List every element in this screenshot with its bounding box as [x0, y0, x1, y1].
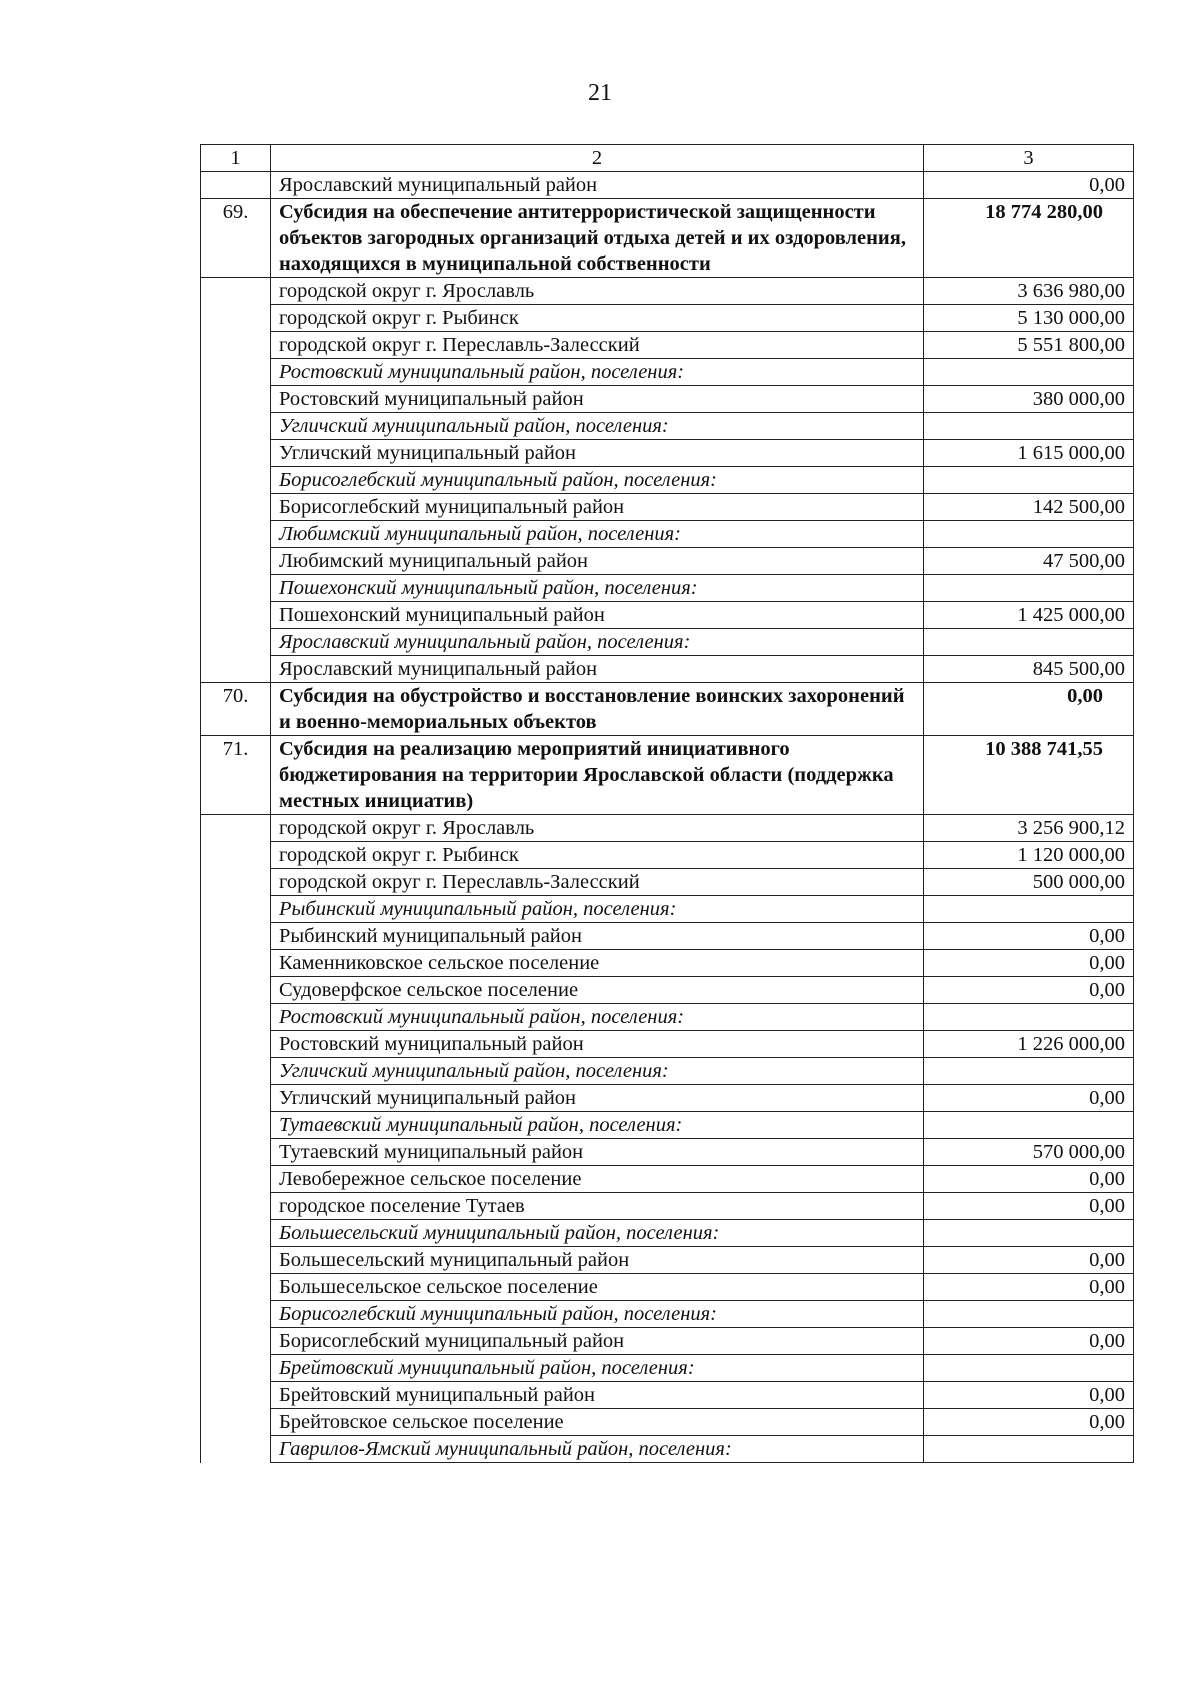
row-number-cell: [201, 602, 271, 629]
row-amount-cell: 3 636 980,00: [924, 278, 1134, 305]
row-amount-cell: [924, 1004, 1134, 1031]
subsidy-title-row: [201, 199, 1134, 278]
row-number-cell: 70.: [201, 683, 271, 736]
table-row: [201, 1247, 1134, 1274]
table-row: [201, 1409, 1134, 1436]
row-number-cell: [201, 656, 271, 683]
table-row: [201, 305, 1134, 332]
row-name-cell: Угличский муниципальный район: [271, 1085, 924, 1112]
row-number-cell: [201, 359, 271, 386]
row-name-cell: Тутаевский муниципальный район, поселения:: [271, 1112, 924, 1139]
table-row: [201, 656, 1134, 683]
row-name-cell: городской округ г. Ярославль: [271, 278, 924, 305]
row-amount-cell: 1 120 000,00: [924, 842, 1134, 869]
row-name-cell: Угличский муниципальный район: [271, 440, 924, 467]
row-number-cell: [201, 1031, 271, 1058]
header-col-2: 2: [271, 145, 924, 172]
row-amount-cell: 142 500,00: [924, 494, 1134, 521]
row-name-cell: Каменниковское сельское поселение: [271, 950, 924, 977]
row-amount-cell: 5 551 800,00: [924, 332, 1134, 359]
row-number-cell: [201, 1112, 271, 1139]
table-row: [201, 1193, 1134, 1220]
row-name-cell: Ярославский муниципальный район, поселения:: [271, 629, 924, 656]
row-amount-cell: 0,00: [924, 1085, 1134, 1112]
row-amount-cell: 1 425 000,00: [924, 602, 1134, 629]
row-number-cell: 69.: [201, 199, 271, 278]
row-number-cell: [201, 1058, 271, 1085]
row-name-cell: городской округ г. Рыбинск: [271, 305, 924, 332]
row-amount-cell: 5 130 000,00: [924, 305, 1134, 332]
row-amount-cell: 0,00: [924, 1247, 1134, 1274]
row-name-cell: Субсидия на реализацию мероприятий инициативного бюджетирования на территории Ярославской области (поддержка местных инициатив): [271, 736, 924, 815]
row-amount-cell: [924, 896, 1134, 923]
table-row: [201, 977, 1134, 1004]
row-number-cell: [201, 869, 271, 896]
row-amount-cell: 0,00: [924, 950, 1134, 977]
row-number-cell: [201, 923, 271, 950]
budget-table-body: [201, 145, 1134, 1463]
row-name-cell: Борисоглебский муниципальный район, поселения:: [271, 467, 924, 494]
row-amount-cell: 0,00: [924, 977, 1134, 1004]
row-amount-cell: 47 500,00: [924, 548, 1134, 575]
row-name-cell: Судоверфское сельское поселение: [271, 977, 924, 1004]
table-row: [201, 602, 1134, 629]
table-row: [201, 1328, 1134, 1355]
row-number-cell: [201, 1193, 271, 1220]
table-row: [201, 172, 1134, 199]
district-subheading-row: [201, 413, 1134, 440]
row-name-cell: Пошехонский муниципальный район: [271, 602, 924, 629]
row-amount-cell: 0,00: [924, 1409, 1134, 1436]
district-subheading-row: [201, 1436, 1134, 1463]
row-name-cell: городской округ г. Рыбинск: [271, 842, 924, 869]
row-amount-cell: 0,00: [924, 1193, 1134, 1220]
row-name-cell: Большесельское сельское поселение: [271, 1274, 924, 1301]
row-number-cell: [201, 1301, 271, 1328]
row-amount-cell: 0,00: [924, 923, 1134, 950]
table-row: [201, 1085, 1134, 1112]
row-number-cell: [201, 629, 271, 656]
row-amount-cell: [924, 1058, 1134, 1085]
row-name-cell: Ростовский муниципальный район, поселения:: [271, 1004, 924, 1031]
table-row: [201, 1166, 1134, 1193]
table-row: [201, 332, 1134, 359]
row-number-cell: [201, 1247, 271, 1274]
row-amount-cell: 0,00: [924, 1382, 1134, 1409]
row-name-cell: Гаврилов-Ямский муниципальный район, поселения:: [271, 1436, 924, 1463]
row-number-cell: [201, 575, 271, 602]
row-number-cell: [201, 1274, 271, 1301]
row-amount-cell: 380 000,00: [924, 386, 1134, 413]
budget-table: [200, 144, 1134, 1463]
row-number-cell: [201, 950, 271, 977]
table-row: [201, 1274, 1134, 1301]
row-amount-cell: [924, 1301, 1134, 1328]
row-name-cell: Большесельский муниципальный район: [271, 1247, 924, 1274]
district-subheading-row: [201, 575, 1134, 602]
row-amount-cell: [924, 1436, 1134, 1463]
district-subheading-row: [201, 1220, 1134, 1247]
row-amount-cell: [924, 1355, 1134, 1382]
row-amount-cell: [924, 629, 1134, 656]
row-name-cell: Рыбинский муниципальный район: [271, 923, 924, 950]
table-row: [201, 494, 1134, 521]
row-amount-cell: [924, 521, 1134, 548]
subsidy-title-row: [201, 736, 1134, 815]
row-name-cell: Ростовский муниципальный район, поселения:: [271, 359, 924, 386]
row-name-cell: Ростовский муниципальный район: [271, 1031, 924, 1058]
row-number-cell: 71.: [201, 736, 271, 815]
row-number-cell: [201, 386, 271, 413]
row-amount-cell: 1 226 000,00: [924, 1031, 1134, 1058]
district-subheading-row: [201, 359, 1134, 386]
table-row: [201, 548, 1134, 575]
row-number-cell: [201, 1382, 271, 1409]
row-name-cell: городской округ г. Переславль-Залесский: [271, 332, 924, 359]
row-amount-cell: [924, 1112, 1134, 1139]
table-row: [201, 815, 1134, 842]
row-amount-cell: 0,00: [924, 1166, 1134, 1193]
table-row: [201, 869, 1134, 896]
row-name-cell: Угличский муниципальный район, поселения:: [271, 1058, 924, 1085]
row-number-cell: [201, 1436, 271, 1463]
row-number-cell: [201, 977, 271, 1004]
table-row: [201, 1031, 1134, 1058]
table-row: [201, 923, 1134, 950]
row-name-cell: Любимский муниципальный район, поселения:: [271, 521, 924, 548]
header-col-3: 3: [924, 145, 1134, 172]
row-name-cell: Левобережное сельское поселение: [271, 1166, 924, 1193]
row-name-cell: Тутаевский муниципальный район: [271, 1139, 924, 1166]
row-name-cell: Субсидия на обеспечение антитеррористической защищенности объектов загородных организаций отдыха детей и их оздоровления, находящихся в муниципальной собственности: [271, 199, 924, 278]
table-header-row: [201, 145, 1134, 172]
page-number: 21: [588, 80, 612, 106]
row-name-cell: городское поселение Тутаев: [271, 1193, 924, 1220]
district-subheading-row: [201, 1112, 1134, 1139]
row-name-cell: Рыбинский муниципальный район, поселения:: [271, 896, 924, 923]
row-amount-cell: 500 000,00: [924, 869, 1134, 896]
subsidy-title-row: [201, 683, 1134, 736]
row-number-cell: [201, 815, 271, 842]
row-number-cell: [201, 1355, 271, 1382]
table-row: [201, 386, 1134, 413]
row-number-cell: [201, 172, 271, 199]
row-amount-cell: 0,00: [924, 172, 1134, 199]
row-name-cell: Борисоглебский муниципальный район: [271, 494, 924, 521]
row-number-cell: [201, 1166, 271, 1193]
row-amount-cell: 0,00: [924, 1274, 1134, 1301]
row-name-cell: Любимский муниципальный район: [271, 548, 924, 575]
row-number-cell: [201, 305, 271, 332]
row-number-cell: [201, 494, 271, 521]
district-subheading-row: [201, 1058, 1134, 1085]
table-row: [201, 1139, 1134, 1166]
row-number-cell: [201, 896, 271, 923]
district-subheading-row: [201, 1301, 1134, 1328]
row-number-cell: [201, 332, 271, 359]
row-number-cell: [201, 548, 271, 575]
row-number-cell: [201, 1085, 271, 1112]
row-name-cell: Ярославский муниципальный район: [271, 172, 924, 199]
row-name-cell: Брейтовское сельское поселение: [271, 1409, 924, 1436]
row-name-cell: Ростовский муниципальный район: [271, 386, 924, 413]
row-amount-cell: [924, 467, 1134, 494]
row-name-cell: Угличский муниципальный район, поселения:: [271, 413, 924, 440]
row-number-cell: [201, 413, 271, 440]
row-name-cell: Пошехонский муниципальный район, поселения:: [271, 575, 924, 602]
row-number-cell: [201, 1328, 271, 1355]
table-row: [201, 278, 1134, 305]
district-subheading-row: [201, 1004, 1134, 1031]
table-row: [201, 1382, 1134, 1409]
row-number-cell: [201, 440, 271, 467]
row-amount-cell: 570 000,00: [924, 1139, 1134, 1166]
row-number-cell: [201, 1220, 271, 1247]
district-subheading-row: [201, 629, 1134, 656]
row-number-cell: [201, 467, 271, 494]
row-name-cell: Ярославский муниципальный район: [271, 656, 924, 683]
district-subheading-row: [201, 521, 1134, 548]
row-amount-cell: [924, 413, 1134, 440]
district-subheading-row: [201, 896, 1134, 923]
table-row: [201, 842, 1134, 869]
row-amount-cell: 18 774 280,00: [924, 199, 1134, 278]
row-amount-cell: 0,00: [924, 1328, 1134, 1355]
row-amount-cell: 1 615 000,00: [924, 440, 1134, 467]
row-name-cell: городской округ г. Ярославль: [271, 815, 924, 842]
district-subheading-row: [201, 1355, 1134, 1382]
row-amount-cell: 3 256 900,12: [924, 815, 1134, 842]
row-name-cell: Большесельский муниципальный район, поселения:: [271, 1220, 924, 1247]
row-amount-cell: [924, 359, 1134, 386]
row-name-cell: Борисоглебский муниципальный район, поселения:: [271, 1301, 924, 1328]
row-name-cell: Брейтовский муниципальный район: [271, 1382, 924, 1409]
table-row: [201, 440, 1134, 467]
header-col-1: 1: [201, 145, 271, 172]
row-number-cell: [201, 1139, 271, 1166]
row-name-cell: городской округ г. Переславль-Залесский: [271, 869, 924, 896]
row-amount-cell: 0,00: [924, 683, 1134, 736]
row-name-cell: Борисоглебский муниципальный район: [271, 1328, 924, 1355]
row-amount-cell: [924, 575, 1134, 602]
row-number-cell: [201, 521, 271, 548]
row-number-cell: [201, 278, 271, 305]
row-number-cell: [201, 842, 271, 869]
row-amount-cell: 845 500,00: [924, 656, 1134, 683]
row-number-cell: [201, 1004, 271, 1031]
district-subheading-row: [201, 467, 1134, 494]
row-number-cell: [201, 1409, 271, 1436]
row-amount-cell: [924, 1220, 1134, 1247]
table-row: [201, 950, 1134, 977]
row-amount-cell: 10 388 741,55: [924, 736, 1134, 815]
row-name-cell: Субсидия на обустройство и восстановление воинских захоронений и военно-мемориальных объектов: [271, 683, 924, 736]
row-name-cell: Брейтовский муниципальный район, поселения:: [271, 1355, 924, 1382]
